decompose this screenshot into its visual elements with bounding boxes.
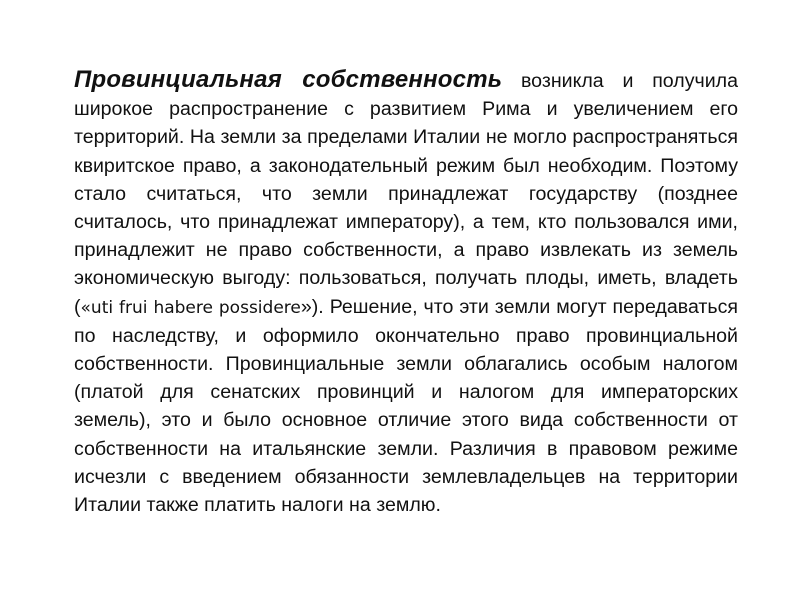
lead-term: Провинциальная собственность: [74, 66, 503, 93]
latin-phrase: «uti frui habere possidere: [80, 297, 301, 318]
body-paragraph: [74, 66, 738, 519]
paragraph-text-part-1: возникла и получила широкое распространение с развитием Рима и увеличением его территорий. На земли за пределами Италии не могло распространяться квиритское право, а законодательный режим был необходим. Поэтому стало считаться, что земли принадлежат государству (позднее считалось, что принадлежат императору), а тем, кто пользовался ими, принадлежит не право собственности, а право извлекать из земель экономическую выгоду: пользоваться, получать плоды, иметь, владеть (: [74, 70, 738, 318]
paragraph-text-part-2: »). Решение, что эти земли могут передаваться по наследству, и оформило окончательно право провинциальной собственности. Провинциальные земли облагались особым налогом (платой для сенатских провинций и налогом для императорских земель), это и было основное отличие этого вида собственности от собственности на итальянские земли. Различия в правовом режиме исчезли с введением обязанности землевладельцев на территории Италии также платить налоги на землю.: [74, 295, 738, 517]
